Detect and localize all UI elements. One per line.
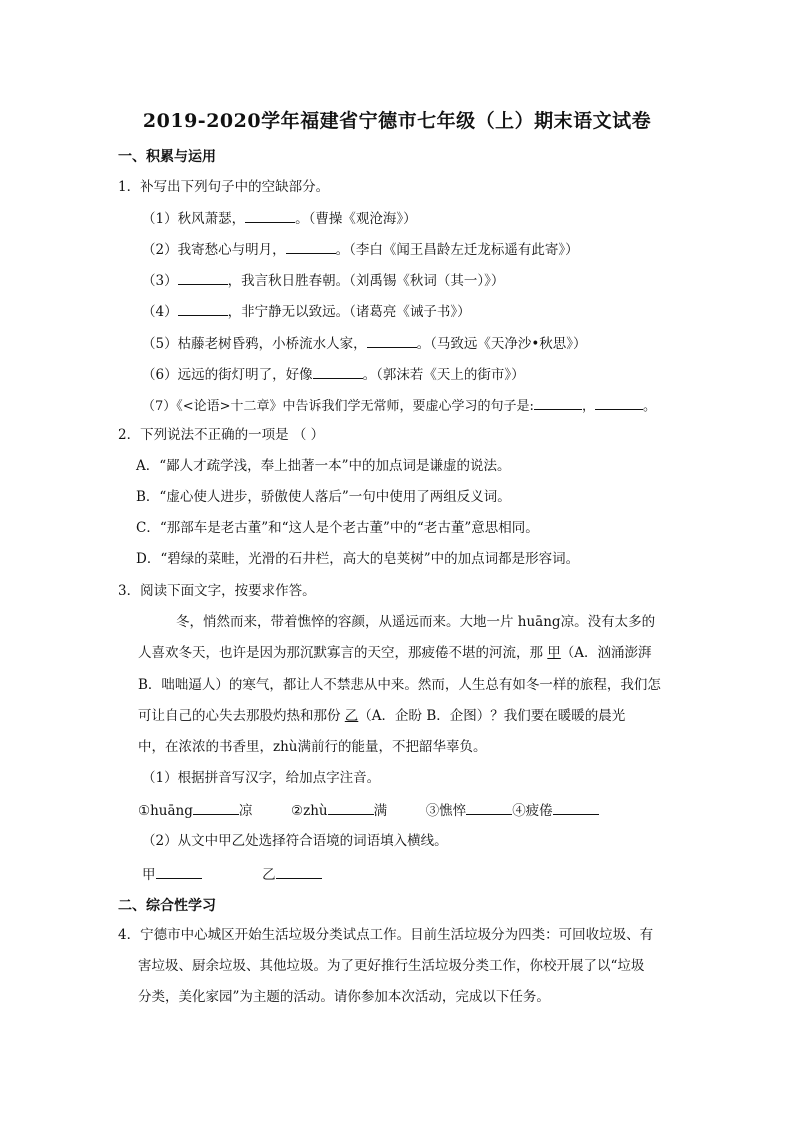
q1-item-1 [142,208,417,228]
q2-option-c[interactable]: C．“那部车是老古董”和“这人是个老古董”中的“老古董”意思相同。 [136,520,539,536]
question-4-line-1: 4．宁德市中心城区开始生活垃圾分类试点工作。目前生活垃圾分为四类：可回收垃圾、有 [118,927,654,943]
q1-item-4-num: （4） [142,304,178,320]
answer-blank[interactable] [286,239,336,254]
q1-item-5-source: 。（马致远《天净沙•秋思》） [416,336,587,352]
answer-blank[interactable] [313,364,363,379]
passage-line-4-text: 可让自己的心失去那股灼热和那份 [138,708,345,724]
fill-4-label: ④疲倦 [512,803,553,819]
passage-line-1: 冬，悄然而来，带着憔悴的容颜，从遥远而来。大地一片 huāng凉。没有太多的 [176,614,656,630]
q3-sub-2: （2）从文中甲乙处选择符合语境的词语填入横线。 [142,833,448,849]
q1-item-3-text: ，我言秋日胜春朝。（刘禹锡《秋词（其一）》） [227,273,505,289]
section-heading-2: 二、综合性学习 [118,898,216,914]
section-heading-1: 一、积累与运用 [118,149,216,165]
marker-jia: 甲 [547,645,561,661]
passage-line-4 [138,707,625,725]
q1-item-2-text: （2）我寄愁心与明月， [142,242,286,258]
answer-blank[interactable] [193,800,239,815]
answer-blank[interactable] [553,800,599,815]
q3-sub-1: （1）根据拼音写汉字，给加点字注音。 [142,770,381,786]
fill-1-suffix: 凉 [238,803,253,819]
question-4-line-2: 害垃圾、厨余垃圾、其他垃圾。为了更好推行生活垃圾分类工作，你校开展了以“垃圾 [138,958,645,974]
answer-yi-label: 乙 [262,867,276,883]
answer-blank[interactable] [534,395,582,410]
q1-item-6 [142,364,525,384]
q1-item-4 [142,301,471,321]
q1-item-7-comma: ， [581,399,595,414]
question-2-stem: 2．下列说法不正确的一项是 （ ） [118,427,325,443]
q1-item-6-source: 。（郭沫若《天上的街市》） [362,367,525,383]
q3-answer-row [142,864,322,884]
q3-fill-row [138,800,599,820]
q1-item-4-text: ，非宁静无以致远。（诸葛亮《诫子书》） [227,304,471,320]
answer-blank[interactable] [328,800,374,815]
fill-2-suffix: 满 [373,803,388,819]
answer-blank[interactable] [245,208,295,223]
fill-2-label: ②zhù [290,803,328,819]
answer-blank[interactable] [178,270,228,285]
passage-line-4-options: （A．企盼 B．企图）？我们要在暖暖的晨光 [358,708,626,724]
q1-item-6-text: （6）远远的街灯明了，好像 [142,367,313,383]
q1-item-1-source: 。（曹操《观沧海》） [295,211,417,227]
passage-line-5: 中，在浓浓的书香里，zhù满前行的能量，不把韶华辜负。 [138,739,487,755]
answer-blank[interactable] [595,395,643,410]
answer-blank[interactable] [466,800,512,815]
passage-line-2-option: （A．汹涌澎湃 [560,645,652,661]
q2-option-b[interactable]: B．“虚心使人进步，骄傲使人落后”一句中使用了两组反义词。 [136,489,511,505]
q2-option-d[interactable]: D．“碧绿的菜畦，光滑的石井栏，高大的皂荚树”中的加点词都是形容词。 [136,551,580,567]
q1-item-1-text: （1）秋风萧瑟， [142,211,246,227]
page-title: 2019-2020学年福建省宁德市七年级（上）期末语文试卷 [142,110,652,132]
answer-jia-label: 甲 [142,867,156,883]
answer-blank[interactable] [156,864,202,879]
q1-item-5 [142,333,587,353]
answer-blank[interactable] [276,864,322,879]
answer-blank[interactable] [367,333,417,348]
fill-3-label: ③憔悴 [425,803,467,819]
q1-item-3 [142,270,504,290]
question-4-line-3: 分类，美化家园”为主题的活动。请你参加本次活动，完成以下任务。 [138,989,550,1005]
q1-item-5-text: （5）枯藤老树昏鸦，小桥流水人家， [142,336,367,352]
passage-line-3: B．咄咄逼人）的寒气，都让人不禁悲从中来。然而，人生总有如冬一样的旅程，我们怎 [138,677,661,693]
fill-1-label: ①huāng [138,803,193,819]
q1-item-3-num: （3） [142,273,178,289]
q1-item-7 [142,395,656,416]
answer-blank[interactable] [178,301,228,316]
passage-line-2-text: 人喜欢冬天，也许是因为那沉默寡言的天空，那疲倦不堪的河流，那 [138,645,548,661]
marker-yi: 乙 [344,708,359,724]
q2-option-a[interactable]: A．“鄙人才疏学浅，奉上拙著一本”中的加点词是谦虚的说法。 [136,458,511,474]
question-3-stem: 3．阅读下面文字，按要求作答。 [118,583,316,599]
q1-item-2 [142,239,579,259]
q1-item-7-end: 。 [642,399,656,414]
q1-item-2-source: 。（李白《闻王昌龄左迁龙标遥有此寄》） [335,242,579,258]
passage-line-2 [138,644,652,662]
question-1-stem: 1．补写出下列句子中的空缺部分。 [118,179,330,195]
q1-item-7-text: （7）《<论语>十二章》中告诉我们学无常师，要虚心学习的句子是: [142,399,534,414]
